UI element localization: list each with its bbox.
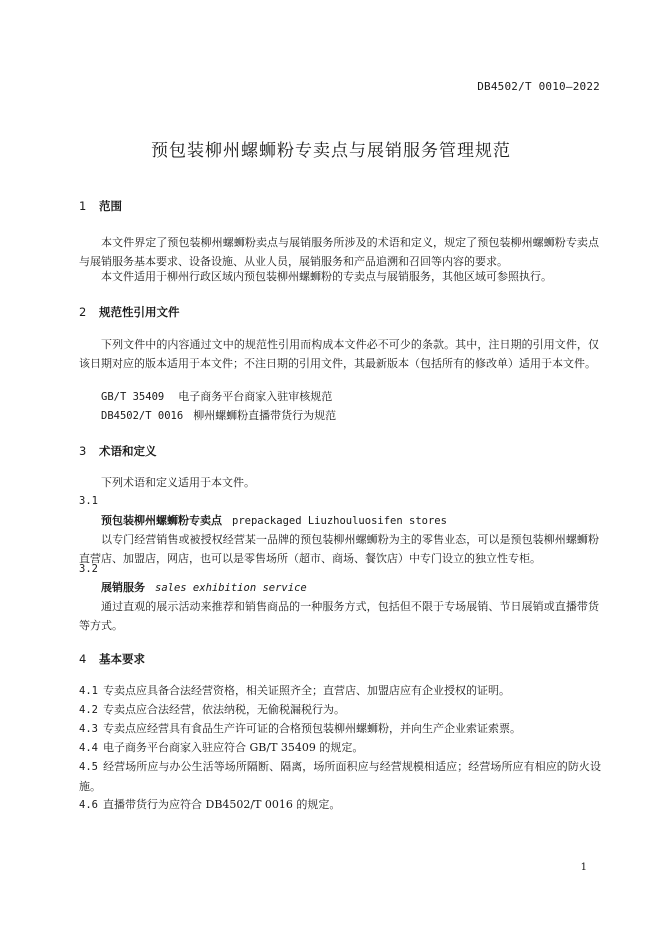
term-heading bbox=[101, 511, 621, 531]
requirement-text: 直播带货行为应符合 DB4502/T 0016 的规定。 bbox=[103, 798, 341, 811]
reference-item bbox=[101, 387, 621, 407]
section-number: 3 bbox=[79, 444, 87, 458]
section-heading-normative-references bbox=[79, 304, 180, 320]
section-title: 基本要求 bbox=[99, 652, 145, 666]
section-heading-basic-requirements bbox=[79, 651, 145, 667]
section-title: 范围 bbox=[99, 199, 122, 213]
term-english: sales exhibition service bbox=[155, 582, 307, 594]
requirement-number: 4.6 bbox=[79, 799, 98, 811]
term-number: 3.1 bbox=[79, 495, 98, 507]
term-definition: 以专门经营销售或被授权经营某一品牌的预包装柳州螺蛳粉为主的零售业态，可以是预包装柳州螺蛳粉直营店、加盟店，网店，也可以是零售场所（超市、商场、餐饮店）中专门设立的独立性专柜。 bbox=[79, 533, 599, 565]
section-number: 4 bbox=[79, 652, 87, 666]
reference-code: GB/T 35409 bbox=[101, 391, 165, 403]
requirement-item bbox=[79, 719, 601, 739]
requirement-number: 4.1 bbox=[79, 685, 98, 697]
requirement-text: 专卖点应经营具有食品生产许可证的合格预包装柳州螺蛳粉，并向生产企业索证索票。 bbox=[103, 722, 521, 735]
document-title: 预包装柳州螺蛳粉专卖点与展销服务管理规范 bbox=[151, 141, 511, 161]
scope-paragraph-1: 本文件界定了预包装柳州螺蛳粉卖点与展销服务所涉及的术语和定义，规定了预包装柳州螺蛳粉专卖点与展销服务基本要求、设备设施、从业人员，展销服务和产品追溯和召回等内容的要求。 bbox=[79, 236, 599, 268]
requirement-number: 4.4 bbox=[79, 742, 98, 754]
requirement-text: 专卖点应具备合法经营资格，相关证照齐全；直营店、加盟店应有企业授权的证明。 bbox=[103, 684, 510, 697]
section-number: 1 bbox=[79, 199, 87, 213]
section-number: 2 bbox=[79, 305, 87, 319]
section-title: 规范性引用文件 bbox=[99, 305, 180, 319]
requirement-number: 4.3 bbox=[79, 723, 98, 735]
requirement-text: 专卖点应合法经营，依法纳税，无偷税漏税行为。 bbox=[103, 703, 345, 716]
requirement-item bbox=[79, 681, 601, 701]
reference-item bbox=[101, 406, 621, 426]
document-code: DB4502/T 0010—2022 bbox=[477, 80, 600, 93]
term-chinese: 预包装柳州螺蛳粉专卖点 bbox=[101, 514, 222, 527]
term-heading bbox=[101, 578, 621, 598]
requirement-text: 经营场所应与办公生活等场所隔断、隔离，场所面积应与经营规模相适应；经营场所应有相应的防火设施。 bbox=[79, 760, 601, 793]
scope-paragraph-2: 本文件适用于柳州行政区域内预包装柳州螺蛳粉的专卖点与展销服务，其他区域可参照执行。 bbox=[101, 270, 552, 283]
terms-intro: 下列术语和定义适用于本文件。 bbox=[101, 476, 255, 489]
requirement-number: 4.5 bbox=[79, 761, 98, 773]
reference-code: DB4502/T 0016 bbox=[101, 410, 184, 422]
requirement-item bbox=[79, 795, 601, 815]
term-number: 3.2 bbox=[79, 563, 98, 575]
section-title: 术语和定义 bbox=[99, 444, 157, 458]
requirement-item bbox=[79, 700, 601, 720]
section-heading-terms bbox=[79, 443, 157, 459]
term-definition: 通过直观的展示活动来推荐和销售商品的一种服务方式，包括但不限于专场展销、节日展销或直播带货等方式。 bbox=[79, 600, 599, 632]
section-heading-scope bbox=[79, 198, 122, 214]
requirement-text: 电子商务平台商家入驻应符合 GB/T 35409 的规定。 bbox=[103, 741, 364, 754]
reference-name: 电子商务平台商家入驻审核规范 bbox=[178, 390, 333, 403]
requirement-item bbox=[79, 757, 601, 796]
term-chinese: 展销服务 bbox=[101, 581, 145, 594]
references-paragraph: 下列文件中的内容通过文中的规范性引用而构成本文件必不可少的条款。其中，注日期的引用文件，仅该日期对应的版本适用于本文件；不注日期的引用文件，其最新版本（包括所有的修改单）适用于本文件。 bbox=[79, 338, 599, 370]
reference-name: 柳州螺蛳粉直播带货行为规范 bbox=[193, 409, 337, 422]
page-number: 1 bbox=[580, 862, 587, 873]
term-english: prepackaged Liuzhouluosifen stores bbox=[232, 515, 447, 527]
requirement-item bbox=[79, 738, 601, 758]
requirement-number: 4.2 bbox=[79, 704, 98, 716]
